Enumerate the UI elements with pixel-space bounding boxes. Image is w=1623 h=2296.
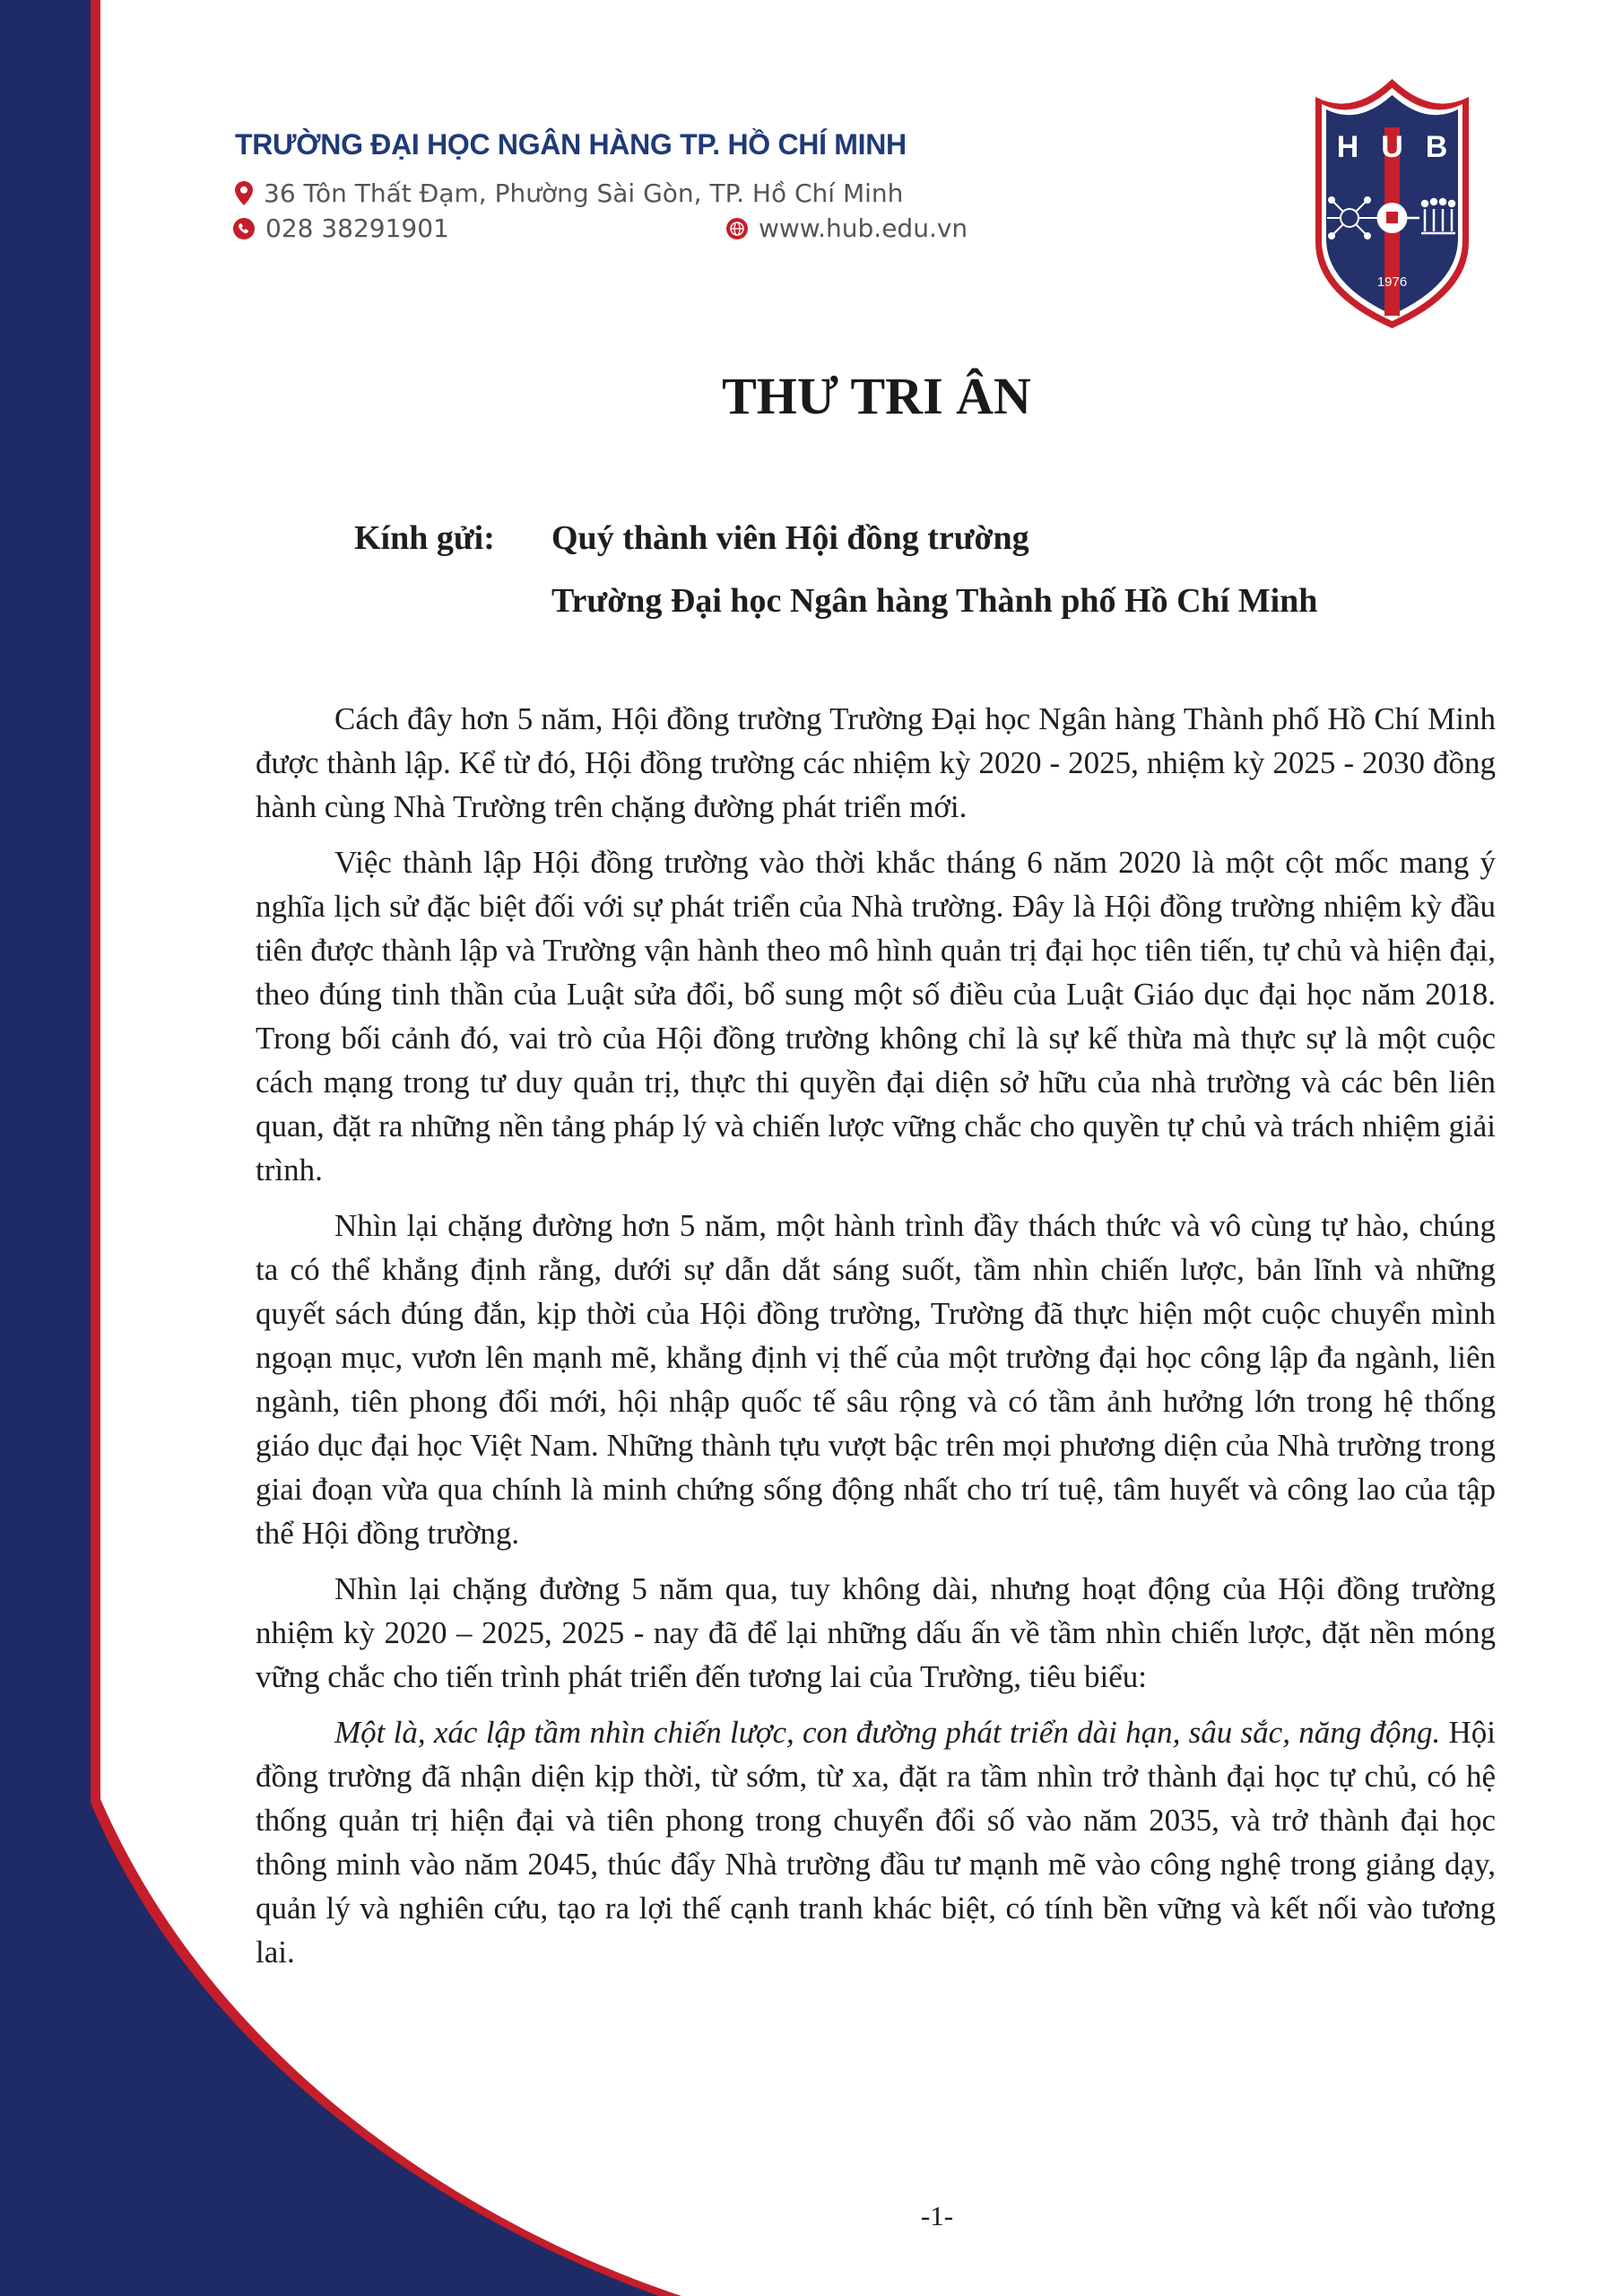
globe-icon xyxy=(726,218,748,239)
logo-letter-u: U xyxy=(1381,130,1403,164)
body-paragraph-final xyxy=(256,1710,1496,1974)
phone-text: 028 38291901 xyxy=(265,213,449,243)
body-paragraph: Cách đây hơn 5 năm, Hội đồng trường Trường Đại học Ngân hàng Thành phố Hồ Chí Minh được thành lập. Kể từ đó, Hội đồng trường các nhiệm kỳ 2020 - 2025, nhiệm kỳ 2025 - 2030 đồng hành cùng Nhà Trường trên chặng đường phát triển mới. xyxy=(256,701,1496,824)
recipient-label: Kính gửi: xyxy=(354,519,495,557)
paragraph-rest: Hội đồng trường đã nhận diện kịp thời, từ sớm, từ xa, đặt ra tầm nhìn trở thành đại học tự chủ, có hệ thống quản trị hiện đại và tiên phong trong chuyển đổi số vào năm 2035, và trở thành đại học thông minh vào năm 2045, thúc đẩy Nhà trường đầu tư mạnh mẽ vào công nghệ trong giảng dạy, quản lý và nghiên cứu, tạo ra lợi thế cạnh tranh khác biệt, có tính bền vững và kết nối vào tương lai. xyxy=(256,1715,1497,1970)
hub-logo xyxy=(1314,79,1471,330)
recipient-block xyxy=(354,507,1317,632)
logo-letter-h: H xyxy=(1336,130,1359,164)
logo-year: 1976 xyxy=(1376,274,1408,290)
body-paragraph: Nhìn lại chặng đường 5 năm qua, tuy không dài, nhưng hoạt động của Hội đồng trường nhiệm kỳ 2020 – 2025, 2025 - nay đã để lại những dấu ấn về tầm nhìn chiến lược, đặt nền móng vững chắc cho tiến trình phát triển đến tương lai của Trường, tiêu biểu: xyxy=(256,1571,1496,1694)
coin-icon xyxy=(1377,203,1408,233)
letter-body xyxy=(256,697,1496,1986)
letter-title: THƯ TRI ÂN xyxy=(722,367,1031,425)
website-link[interactable]: www.hub.edu.vn xyxy=(759,213,968,243)
location-pin-icon xyxy=(235,181,253,205)
institution-name: TRƯỜNG ĐẠI HỌC NGÂN HÀNG TP. HỒ CHÍ MINH xyxy=(235,128,907,161)
body-paragraph: Nhìn lại chặng đường hơn 5 năm, một hành trình đầy thách thức và vô cùng tự hào, chúng ta có thể khẳng định rằng, dưới sự dẫn dắt sáng suốt, tầm nhìn chiến lược, bản lĩnh và những quyết sách đúng đắn, kịp thời của Hội đồng trường, Trường đã thực hiện một cuộc chuyển mình ngoạn mục, vươn lên mạnh mẽ, khẳng định vị thế của một trường đại học công lập đa ngành, liên ngành, tiên phong đổi mới, hội nhập quốc tế sâu rộng và có tầm ảnh hưởng lớn trong hệ thống giáo dục đại học Việt Nam. Những thành tựu vượt bậc trên mọi phương diện của Nhà trường trong giai đoạn vừa qua chính là minh chứng sống động nhất cho trí tuệ, tâm huyết và công lao của tập thể Hội đồng trường. xyxy=(256,1208,1496,1551)
page-number: -1- xyxy=(920,2200,954,2231)
body-paragraph: Việc thành lập Hội đồng trường vào thời khắc tháng 6 năm 2020 là một cột mốc mang ý nghĩa lịch sử đặc biệt đối với sự phát triển của Nhà trường. Đây là Hội đồng trường nhiệm kỳ đầu tiên được thành lập và Trường vận hành theo mô hình quản trị đại học tiên tiến, tự chủ và hiện đại, theo đúng tinh thần của Luật sửa đổi, bổ sung một số điều của Luật Giáo dục đại học năm 2018. Trong bối cảnh đó, vai trò của Hội đồng trường không chỉ là sự kế thừa mà thực sự là một cuộc cách mạng trong tư duy quản trị, thực thi quyền đại diện sở hữu của nhà trường và các bên liên quan, đặt ra những nền tảng pháp lý và chiến lược vững chắc cho quyền tự chủ và trách nhiệm giải trình. xyxy=(256,845,1496,1187)
address-text: 36 Tôn Thất Đạm, Phường Sài Gòn, TP. Hồ Chí Minh xyxy=(264,178,904,208)
recipient-lines xyxy=(551,507,1317,632)
phone-icon xyxy=(233,218,255,239)
recipient-line: Quý thành viên Hội đồng trường xyxy=(551,519,1029,557)
recipient-line: Trường Đại học Ngân hàng Thành phố Hồ Chí Minh xyxy=(551,582,1318,620)
phone-line xyxy=(233,213,449,243)
logo-letter-b: B xyxy=(1425,130,1448,164)
address-line xyxy=(235,178,903,208)
paragraph-lead-italic: Một là, xác lập tầm nhìn chiến lược, con đường phát triển dài hạn, sâu sắc, năng động. xyxy=(334,1715,1441,1750)
website-line xyxy=(726,213,968,243)
